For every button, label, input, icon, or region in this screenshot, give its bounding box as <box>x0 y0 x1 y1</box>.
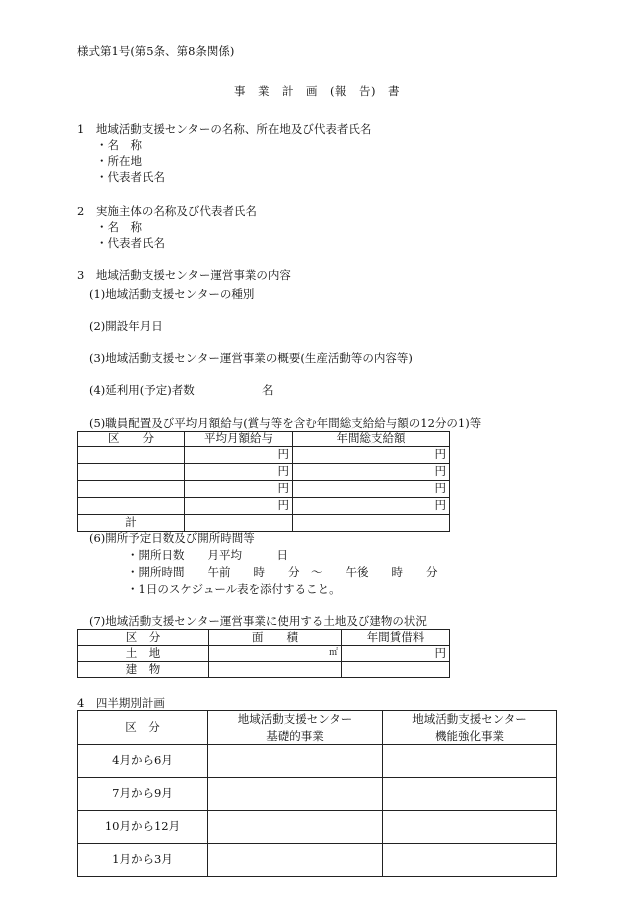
land-header-area: 面 積 <box>209 630 342 646</box>
form-number: 様式第1号(第5条、第8条関係) <box>77 44 235 58</box>
quarter-label: 10月から12月 <box>78 811 208 844</box>
staff-cell-yen[interactable]: 円 <box>293 498 450 515</box>
staff-cell-yen[interactable]: 円 <box>293 481 450 498</box>
table-row <box>78 515 450 532</box>
building-row-label: 建 物 <box>78 662 209 678</box>
quarter-header-basic-line2: 基礎的事業 <box>266 728 324 743</box>
section-2-heading: 2 実施主体の名称及び代表者氏名 <box>77 204 257 218</box>
staff-cell[interactable] <box>78 498 185 515</box>
quarter-label: 1月から3月 <box>78 844 208 877</box>
table-row <box>78 498 450 515</box>
table-row <box>78 662 450 678</box>
quarter-header-basic <box>208 711 383 745</box>
staff-cell[interactable] <box>78 464 185 481</box>
s3-item-5: (5)職員配置及び平均月額給与(賞与等を含む年間総支給給与額の12分の1)等 <box>89 416 482 430</box>
s3-item-4-unit: 名 <box>262 383 274 397</box>
staff-cell-yen[interactable]: 円 <box>185 498 293 515</box>
quarter-cell[interactable] <box>383 844 557 877</box>
staff-header-avg-monthly: 平均月額給与 <box>185 432 293 447</box>
table-row <box>78 481 450 498</box>
quarter-header-basic-line1: 地域活動支援センター <box>237 712 353 727</box>
section-4-heading: 4 四半期別計画 <box>77 696 165 710</box>
s3-item-4: (4)延利用(予定)者数 <box>89 383 195 397</box>
staff-cell[interactable] <box>78 481 185 498</box>
s3-item-6-days: ・開所日数 月平均 日 <box>127 548 288 562</box>
quarter-cell[interactable] <box>208 778 383 811</box>
land-header-category: 区 分 <box>78 630 209 646</box>
document-title: 事 業 計 画 (報 告) 書 <box>234 84 400 98</box>
quarterly-plan-table <box>77 710 557 877</box>
s3-item-2: (2)開設年月日 <box>89 319 163 333</box>
section-1-heading: 1 地域活動支援センターの名称、所在地及び代表者氏名 <box>77 122 372 136</box>
s2-item-name: ・名 称 <box>96 220 142 234</box>
land-building-table <box>77 629 450 678</box>
land-header-rent: 年間賃借料 <box>342 630 450 646</box>
building-area-cell[interactable] <box>209 662 342 678</box>
land-row-label: 土 地 <box>78 646 209 662</box>
section-3-heading: 3 地域活動支援センター運営事業の内容 <box>77 268 291 282</box>
building-rent-cell[interactable] <box>342 662 450 678</box>
table-row <box>78 447 450 464</box>
staff-header-category: 区 分 <box>78 432 185 447</box>
staff-cell-yen[interactable]: 円 <box>185 464 293 481</box>
s3-item-7: (7)地域活動支援センター運営事業に使用する土地及び建物の状況 <box>89 614 427 628</box>
staff-cell-yen[interactable]: 円 <box>185 447 293 464</box>
s3-item-1: (1)地域活動支援センターの種別 <box>89 287 255 301</box>
land-rent-cell[interactable]: 円 <box>342 646 450 662</box>
table-row <box>78 811 557 844</box>
s3-item-6-hours: ・開所時間 午前 時 分 ～ 午後 時 分 <box>127 565 438 579</box>
quarter-cell[interactable] <box>383 778 557 811</box>
staff-cell-yen[interactable]: 円 <box>293 447 450 464</box>
table-row <box>78 844 557 877</box>
table-row <box>78 646 450 662</box>
s1-item-representative: ・代表者氏名 <box>96 170 165 184</box>
table-row <box>78 464 450 481</box>
quarter-cell[interactable] <box>383 811 557 844</box>
s1-item-name: ・名 称 <box>96 138 142 152</box>
staff-cell[interactable] <box>185 515 293 532</box>
quarter-cell[interactable] <box>383 745 557 778</box>
staff-header-annual-total: 年間総支給額 <box>293 432 450 447</box>
s1-item-address: ・所在地 <box>96 154 142 168</box>
quarter-header-enhanced-line2: 機能強化事業 <box>435 728 504 743</box>
quarter-label: 7月から9月 <box>78 778 208 811</box>
staff-salary-table <box>77 431 450 532</box>
s2-item-representative: ・代表者氏名 <box>96 236 165 250</box>
s3-item-6-schedule: ・1日のスケジュール表を添付すること。 <box>127 582 341 596</box>
quarter-header-category: 区 分 <box>78 711 208 745</box>
s3-item-6: (6)開所予定日数及び開所時間等 <box>89 531 255 545</box>
table-row <box>78 745 557 778</box>
staff-cell[interactable] <box>293 515 450 532</box>
quarter-label: 4月から6月 <box>78 745 208 778</box>
quarter-cell[interactable] <box>208 844 383 877</box>
land-area-cell[interactable]: ㎡ <box>209 646 342 662</box>
staff-cell-yen[interactable]: 円 <box>185 481 293 498</box>
quarter-header-enhanced-line1: 地域活動支援センター <box>412 712 527 727</box>
quarter-cell[interactable] <box>208 811 383 844</box>
table-row <box>78 778 557 811</box>
staff-total-label: 計 <box>78 515 185 532</box>
staff-cell-yen[interactable]: 円 <box>293 464 450 481</box>
quarter-cell[interactable] <box>208 745 383 778</box>
s3-item-3: (3)地域活動支援センター運営事業の概要(生産活動等の内容等) <box>89 351 413 365</box>
staff-cell[interactable] <box>78 447 185 464</box>
quarter-header-enhanced <box>383 711 557 745</box>
